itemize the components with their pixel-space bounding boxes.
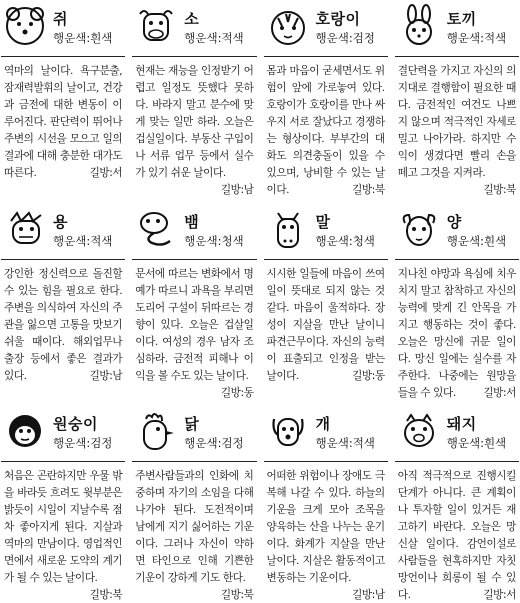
fortune-text: 주변사람들과의 인화에 치중하며 자기의 소임을 다해나가야 된다. 도전적이며 남에게 지기 싫어하는 기운이다. 그러나 자신이 약하면 타인으로 인해 기쁜한 기운이 강하게 기도 한다. 길방:북 [132,462,256,587]
lucky-direction: 길방:북 [89,589,123,602]
animal-name: 토끼 [446,10,477,28]
dragon-icon [3,207,47,251]
monkey-icon [3,409,47,453]
card-header [132,0,256,57]
card-header [1,405,125,462]
fortune-text: 어떠한 위험이나 장애도 극복해 나갈 수 있다. 하늘의 기운을 크게 모아 조목을 양육하는 산을 나누는 운기이다. 화계가 지살을 만난 날이다. 지살은 활동적이고 변동하는 기운이다. 길방:남 [264,462,388,587]
fortune-text: 결단력을 가지고 자신의 의지대로 결행함이 필요한 때다. 금전적인 여건도 나쁘지 않으며 적극적인 자세로 밀고 나아가라. 하지만 수익이 생겼다면 빨리 손을 떼고 그것을 지켜라. 길방:북 [395,57,519,182]
card-header [395,203,519,260]
luck-color: 행운색:청색 [315,233,375,248]
fortune-text: 아직 적극적으로 진행시킬 단계가 아니다. 큰 계획이나 투자할 일이 있거든 재고하기 바란다. 오늘은 망신살 일이다. 감언이설로 사람들을 현혹하지만 자칫 망언이나 희롱이 될 수 있다. 길방:서 [395,462,519,603]
animal-name: 용 [53,212,68,231]
zodiac-card [132,0,256,198]
sheep-icon [397,207,441,251]
lucky-direction: 길방:북 [220,589,254,602]
lucky-direction: 길방:남 [220,184,254,196]
zodiac-card [132,203,256,401]
zodiac-card [1,203,125,401]
fortune-text: 역마의 날이다. 욕구분출, 잠재력발휘의 날이고, 건강과 금전에 대한 변동이 이루어진다. 판단력이 뛰어나 주변의 시선을 모으고 일의 결과에 대해 충분한 대가도 따른다. 길방:서 [1,57,125,182]
lucky-direction: 길방:서 [89,167,123,179]
lucky-direction: 길방:남 [352,589,385,602]
animal-name: 호랑이 [315,10,361,28]
tiger-icon [266,4,310,48]
rat-icon [3,4,47,48]
luck-color: 행운색:적색 [446,31,507,45]
card-header [264,0,388,57]
animal-name: 닭 [184,415,200,434]
animal-name: 양 [446,212,462,231]
luck-color: 행운색:흰색 [446,436,507,451]
card-header [1,0,125,57]
zodiac-card [264,405,388,603]
lucky-direction: 길방:동 [220,386,254,399]
zodiac-card [264,0,388,198]
animal-name: 소 [184,10,200,28]
lucky-direction: 길방:서 [483,386,516,399]
pig-icon [397,409,441,453]
card-header [264,203,388,260]
horse-icon [266,207,310,251]
zodiac-card [264,203,388,401]
animal-name: 말 [315,212,331,231]
zodiac-card [395,0,519,198]
lucky-direction: 길방:남 [89,369,123,382]
animal-name: 돼지 [446,415,477,434]
fortune-text: 문서에 따르는 변화에서 명예가 따르니 과욕을 부리면 도리어 구설이 뒤따르는 경향이 있다. 오늘은 겁살일이다. 여성의 경우 남자 조심하라. 금전적 피해나 이익을 볼 수도 있는 날이다. 길방:동 [132,260,256,385]
card-header [132,203,256,260]
fortune-text: 몸과 마음이 굳세면서도 위험이 앞에 가로놓여 있다. 호랑이가 호랑이를 만나 싸우지 서로 잘났다고 경쟁하는 형상이다. 부부간의 대화도 의견충돌이 있을 수 있으며, 낭비할 수 있는 날이다. 길방:북 [264,57,388,198]
luck-color: 행운색:적색 [315,436,375,451]
animal-name: 개 [315,415,331,434]
fortune-text: 강인한 정신력으로 돌진할 수 있는 힘을 필요로 한다. 주변을 의식하여 자신의 주관을 잃으면 고통을 맛보기 쉬울 때이다. 해외업무나 출장 등에서 좋은 결과가 있다. 길방:남 [1,260,125,385]
luck-color: 행운색:흰색 [53,31,113,45]
animal-name: 뱀 [184,212,200,231]
card-header [1,203,125,260]
zodiac-card [132,405,256,603]
rabbit-icon [397,4,441,48]
card-header [395,0,519,57]
luck-color: 행운색:검정 [53,436,113,451]
luck-color: 행운색:검정 [315,31,375,45]
snake-icon [134,207,178,251]
lucky-direction: 길방:동 [352,369,385,382]
luck-color: 행운색:흰색 [446,233,507,248]
zodiac-card [395,405,519,603]
luck-color: 행운색:청색 [184,233,244,248]
ox-icon [134,4,178,48]
zodiac-card [1,0,125,198]
card-header [132,405,256,462]
lucky-direction: 길방:북 [352,184,385,196]
card-header [395,405,519,462]
fortune-text: 처음은 곤란하지만 우물 밖을 바라듯 흐려도 윗부분은 밝듯이 시일이 지날수록 점차 좋아지게 된다. 지살과 역마의 만남이다. 영업적인 면에서 새로운 도약의 계기가 될 수 있는 날이다. 길방:북 [1,462,125,587]
rooster-icon [134,409,178,453]
zodiac-card [1,405,125,603]
zodiac-card [395,203,519,401]
lucky-direction: 길방:북 [483,184,516,196]
card-header [264,405,388,462]
fortune-text: 지나친 야망과 욕심에 치우치지 말고 참착하고 자신의 능력에 맞게 긴 안목을 가지고 행동하는 것이 좋다. 오늘은 망신에 귀문 일이다. 망신 일에는 실수를 자주한다. 나중에는 원망을 들을 수 있다. 길방:서 [395,260,519,401]
dog-icon [266,409,310,453]
animal-name: 쥐 [53,10,68,28]
lucky-direction: 길방:서 [483,589,516,602]
luck-color: 행운색:적색 [53,233,113,248]
luck-color: 행운색:검정 [184,436,244,451]
luck-color: 행운색:적색 [184,31,244,45]
fortune-text: 현재는 재능을 인정받기 어렵고 일정도 뜻했다 못하다. 바라지 말고 분수에 맞게 맞는 일만 하라. 오늘은 겁실일이다. 부동산 구입이나 서류 업무 등에서 실수가 있기 쉬운 날이다. 길방:남 [132,57,256,182]
animal-name: 원숭이 [53,415,98,434]
fortune-text: 시시한 일들에 마음이 쓰여 일이 뜻대로 되지 않는 것 같다. 마음이 울적하다. 장성이 지살을 만난 날이니 파견근무이다. 자신의 능력이 표출되고 인정을 받는 날이다. 길방:동 [264,260,388,385]
